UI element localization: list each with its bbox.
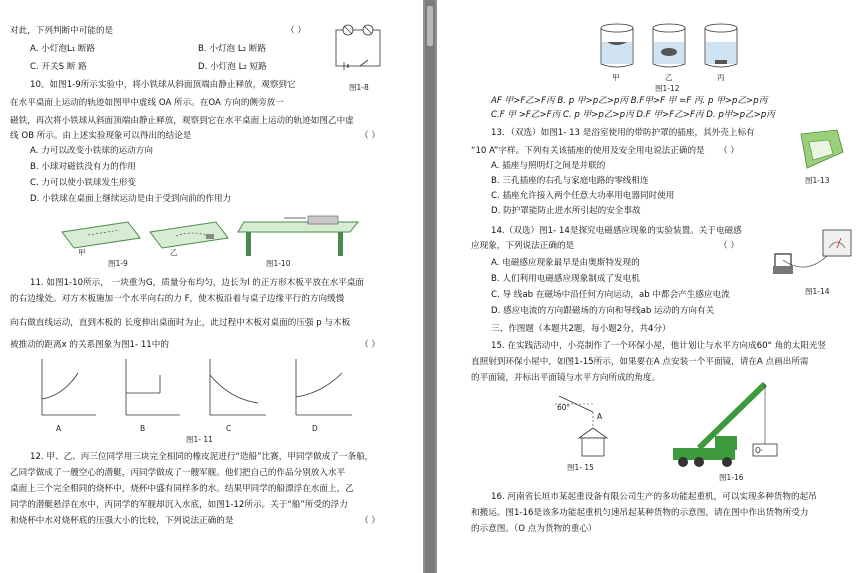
figure-caption: 图1-8 — [349, 83, 369, 92]
left-page — [0, 0, 423, 573]
label-jia: 甲 — [612, 73, 620, 82]
answer-bracket: （ ） — [719, 146, 739, 156]
option-label: B — [140, 424, 146, 433]
text-line: 12. 甲、乙、丙三位同学用三块完全相同的橡皮泥进行“造船”比赛，甲同学做成了一条船， — [30, 452, 374, 462]
right-page — [437, 0, 860, 573]
option-b: B. 人们利用电磁感应现象制成了发电机 — [491, 274, 640, 284]
option-label: D — [312, 424, 318, 433]
text-line: 对此，下列判断中可能的是 — [10, 26, 114, 36]
text-line: 磁铁，再次将小铁球从斜面顶端由静止释放，观察到它在水平桌面上运动的轨迹如图乙中虚 — [10, 116, 354, 126]
induction-figure — [771, 226, 857, 284]
option-label: A — [56, 424, 62, 433]
figure-caption: 图1-10 — [266, 259, 291, 268]
text-line: “10 A”字样。下列有关该插座的使用及安全用电说法正确的是 — [471, 146, 705, 156]
option-a: A. 电磁感应现象最早是由奥斯特发现的 — [491, 258, 640, 268]
text-line: 向右做直线运动，直到木板的 长度伸出桌面时为止，此过程中木板对桌面的压强 p 与木板 — [10, 318, 351, 328]
scroll-thumb[interactable] — [427, 6, 433, 46]
point-o-label: O· — [755, 446, 764, 455]
text-line: 和烧杯中水对烧杯底的压强大小的比较，下列说法正确的是 — [10, 516, 234, 526]
answer-bracket: （ ） — [719, 241, 739, 251]
option-b: B. 小灯泡 L₂ 断路 — [198, 44, 267, 54]
label-bing: 丙 — [717, 73, 725, 82]
label-jia: 甲 — [78, 248, 86, 257]
point-a-label: A — [597, 412, 603, 421]
text-line: 13．（双选）如图1- 13 是浴室使用的带防护罩的插座，其外壳上标有 — [491, 128, 755, 138]
text-line: 14.（双选）图1- 14是探究电磁感应现象的实验装置。关于电磁感 — [491, 226, 742, 236]
angle-label: 60° — [557, 403, 571, 412]
circuit-figure — [330, 22, 390, 74]
socket-figure — [797, 128, 847, 172]
option-label: C — [226, 424, 232, 433]
text-line: 线 OB 所示。由上述实验现象可以得出的结论是 — [10, 131, 192, 141]
option-line: C.F 甲 >F乙>F丙 C. p 甲>p乙>p丙 D.F 甲>F乙>F丙 D. p甲>p乙>p丙 — [491, 110, 775, 120]
text-line: 15. 在实践活动中，小亮制作了一个环保小屋，他计划让与水平方向成60° 角的太阳光竖 — [491, 341, 827, 351]
text-line: 的示意图。（O 点为货物的重心） — [471, 524, 597, 534]
crane-figure — [669, 378, 793, 470]
option-a: A. 插座与照明灯之间是并联的 — [491, 161, 606, 171]
incline-table-figure — [58, 212, 368, 258]
option-a: A. 力可以改变小铁球的运动方向 — [30, 146, 153, 156]
text-line: 在水平桌面上运动的轨迹如图甲中虚线 OA 所示。在OA 方向的侧旁放一 — [10, 98, 284, 108]
text-line: 16. 河南省长垣市某起重设备有限公司生产的多功能起重机，可以实现多种货物的起吊 — [491, 492, 817, 502]
text-line: 被推动的距离x 的关系图象为图1- 11中的 — [10, 340, 169, 350]
page-gap — [425, 0, 435, 573]
figure-caption: 图1-9 — [108, 259, 128, 268]
text-line: 和搬运。图1-16是该多功能起重机匀速吊起某种货物的示意图，请在图中作出货物所受力 — [471, 508, 809, 518]
figure-caption: 图1-14 — [805, 287, 830, 296]
option-c: C. 力可以使小铁球发生形变 — [30, 178, 136, 188]
label-yi: 乙 — [170, 248, 178, 257]
text-line: 的平面镜，并标出平面镜与水平方向所成的角度。 — [471, 373, 661, 383]
figure-caption: 图1- 15 — [567, 463, 594, 472]
label-yi: 乙 — [665, 73, 673, 82]
option-a: A. 小灯泡L₁ 断路 — [30, 44, 96, 54]
answer-bracket: （ ） — [286, 26, 306, 36]
figure-caption: 图1-13 — [805, 176, 830, 185]
section-heading: 三、作图题（本题共2题，每小题2分，共4分） — [491, 324, 671, 334]
text-line: 乙同学做成了一艘空心的潜艇，丙同学做成了一艘军舰。他们把自己的作品分别放入水平 — [10, 468, 346, 478]
option-d: D. 小铁球在桌面上继续运动是由于受到向前的作用力 — [30, 194, 232, 204]
option-d: D. 感应电流的方向跟磁场的方向和导线ab 运动的方向有关 — [491, 306, 715, 316]
option-d: D. 小灯泡 L₂ 短路 — [198, 62, 267, 72]
text-line: 桌面上三个完全相同的烧杯中，烧杯中盛有同样多的水。结果甲同学的船漂浮在水面上，乙 — [10, 484, 354, 494]
text-line: 10。如图1-9所示实验中，将小铁球从斜面顶端由静止释放，观察到它 — [30, 80, 296, 90]
text-line: 11. 如图1-10所示， 一块重为G，质量分布均匀，边长为l 的正方形木板平放在水平桌面 — [30, 278, 365, 288]
option-d: D. 防护罩能防止进水所引起的安全事故 — [491, 206, 641, 216]
option-b: B. 小球对磁铁没有力的作用 — [30, 162, 136, 172]
text-line: 同学的潜艇悬浮在水中，丙同学的军舰却沉入水底，如图1-12所示。关于“船”所受的浮力 — [10, 500, 348, 510]
answer-bracket: （ ） — [360, 340, 380, 350]
figure-caption: 图1-12 — [655, 84, 680, 93]
text-line: 的右边缘处。对方木板施加一个水平向右的力 F，使木板沿着与桌子边缘平行的方向缓慢 — [10, 294, 345, 304]
option-c: C. 导 线ab 在磁场中沿任何方向运动，ab 中都会产生感应电流 — [491, 290, 730, 300]
text-line: 直照射到环保小屋中，如图1-15所示，如果要在A 点安装一个平面镜，请在A 点画出所需 — [471, 357, 809, 367]
option-b: B. 三孔插座的右孔与家庭电路的零线相连 — [491, 176, 649, 186]
beakers-figure — [597, 20, 747, 72]
text-line: 应现象，下列说法正确的是 — [471, 241, 575, 251]
answer-bracket: （ ） — [360, 516, 380, 526]
option-line: AF 甲>F乙>F丙 B. p 甲>p乙>p丙 B.F甲>F 甲 =F 丙. p 甲>p乙>p丙 — [491, 96, 768, 106]
figure-caption: 图1- 11 — [186, 435, 213, 444]
answer-bracket: （ ） — [360, 131, 380, 141]
option-c: C. 开关S 断 路 — [30, 62, 87, 72]
pressure-graphs — [34, 355, 364, 421]
figure-caption: 图1-16 — [719, 473, 744, 482]
option-c: C. 插座允许接入两个任意大功率用电器同时使用 — [491, 191, 675, 201]
